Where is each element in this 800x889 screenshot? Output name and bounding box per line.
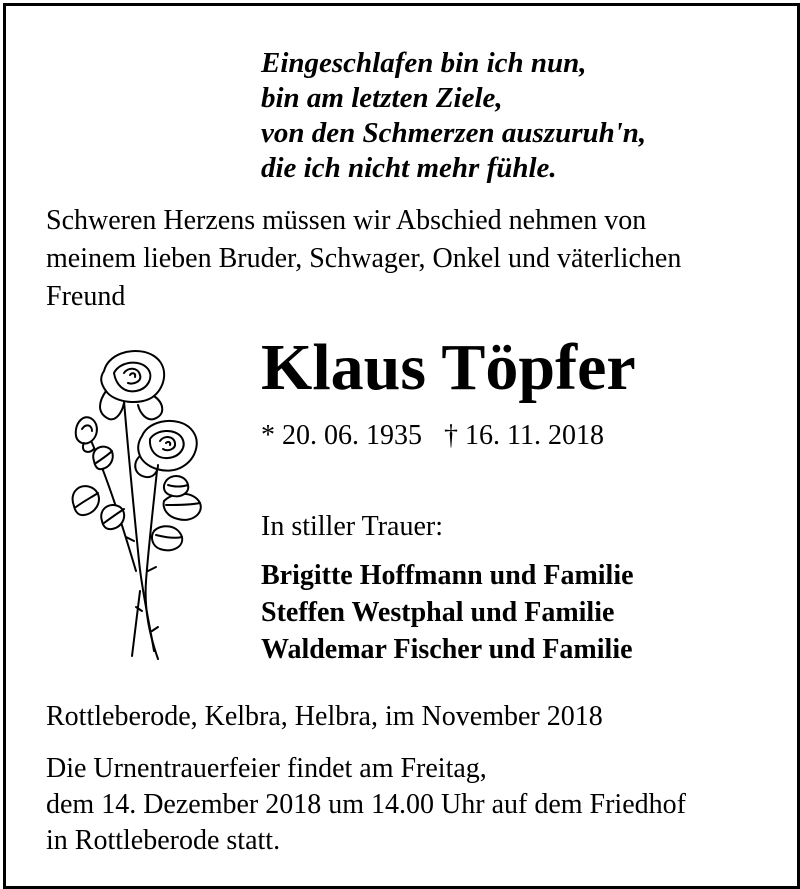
intro-line: meinem lieben Bruder, Schwager, Onkel und väterlichen <box>46 243 682 274</box>
mourner-list <box>261 557 634 668</box>
intro-line: Schweren Herzens müssen wir Abschied nehmen von <box>46 205 647 236</box>
poem-line: Eingeschlafen bin ich nun, <box>261 47 587 79</box>
place-and-date: Rottleberode, Kelbra, Helbra, im November 2018 <box>46 701 603 732</box>
roses-illustration-icon <box>54 341 214 666</box>
life-dates <box>261 418 604 454</box>
service-info <box>46 751 686 859</box>
intro-line: Freund <box>46 281 126 312</box>
obituary-notice <box>3 3 800 889</box>
mourner-family: Steffen Westphal und Familie <box>261 597 615 628</box>
poem-line: bin am letzten Ziele, <box>261 82 503 114</box>
poem-line: von den Schmerzen auszuruh'n, <box>261 117 647 149</box>
mourner-family: Waldemar Fischer und Familie <box>261 634 633 665</box>
poem-line: die ich nicht mehr fühle. <box>261 152 557 184</box>
death-date: † 16. 11. 2018 <box>444 420 604 451</box>
service-line: in Rottleberode statt. <box>46 825 281 856</box>
service-line: Die Urnentrauerfeier findet am Freitag, <box>46 753 487 784</box>
birth-date: * 20. 06. 1935 <box>261 420 422 451</box>
poem <box>261 46 646 186</box>
intro-text <box>46 202 681 316</box>
service-line: dem 14. Dezember 2018 um 14.00 Uhr auf dem Friedhof <box>46 789 686 820</box>
mourner-family: Brigitte Hoffmann und Familie <box>261 560 634 591</box>
mourning-label: In stiller Trauer: <box>261 511 443 542</box>
deceased-name: Klaus Töpfer <box>261 331 636 404</box>
